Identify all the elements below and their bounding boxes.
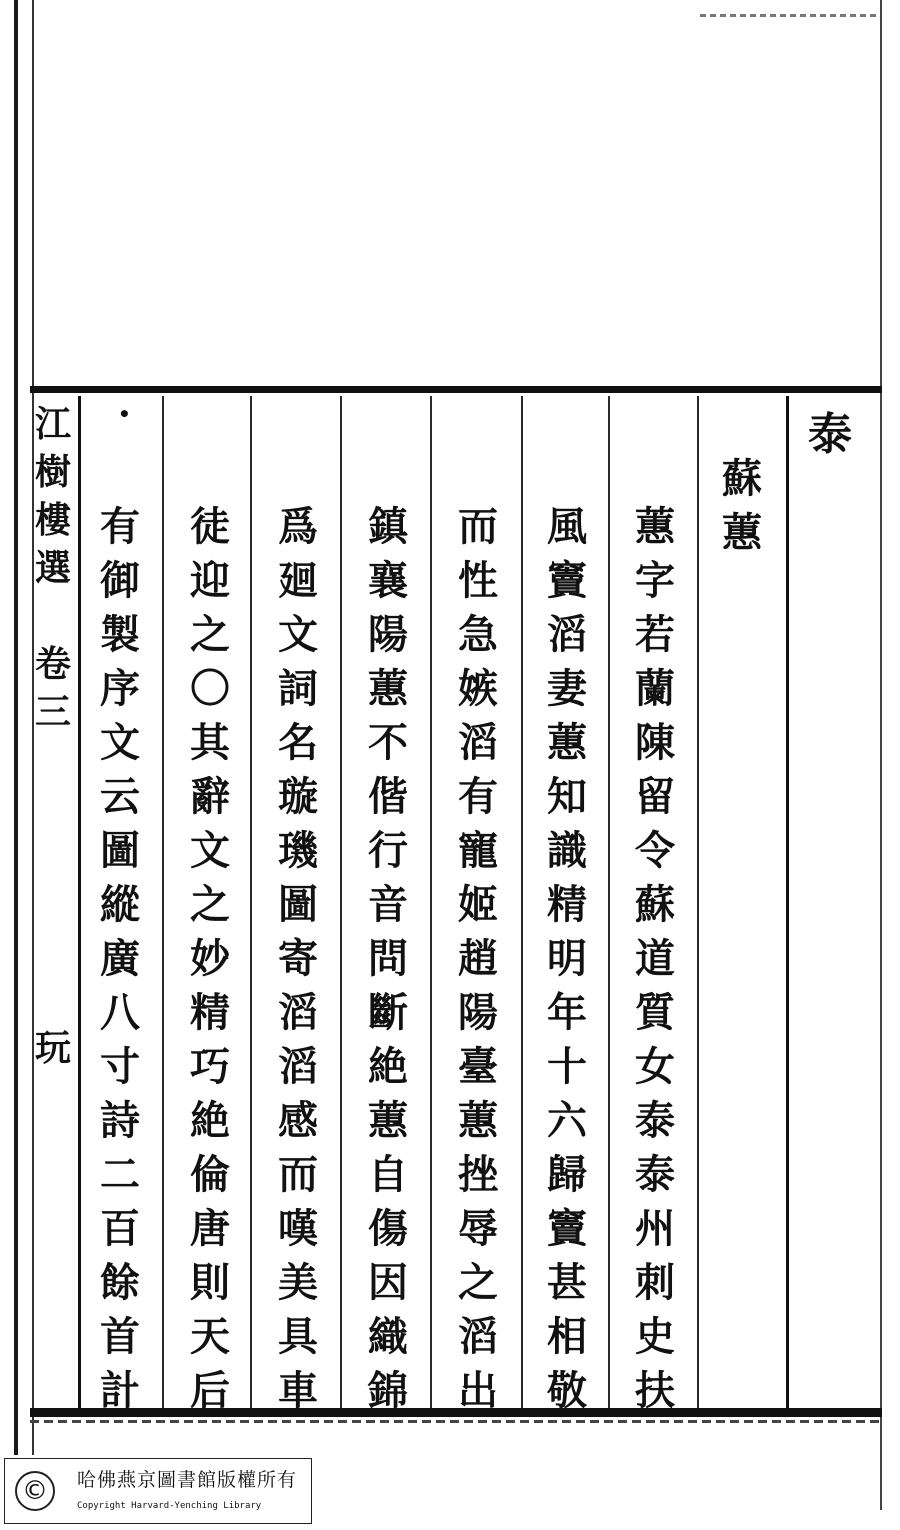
text-char: 敬	[547, 1367, 587, 1414]
text-char: 詩	[100, 1097, 140, 1144]
text-char: 明	[547, 935, 587, 982]
text-char: 寸	[100, 1043, 140, 1090]
text-char: 有	[100, 503, 140, 550]
text-char: 錦	[368, 1367, 408, 1414]
text-char: 文	[278, 611, 318, 658]
text-char: 詞	[278, 665, 318, 712]
text-char: 急	[458, 611, 498, 658]
text-char: 知	[547, 773, 587, 820]
text-char: 名	[278, 719, 318, 766]
text-char: 而	[278, 1151, 318, 1198]
text-char: 扶	[635, 1367, 675, 1414]
column-rule	[250, 396, 252, 1408]
text-char: 製	[100, 611, 140, 658]
column-rule	[521, 396, 523, 1408]
text-char: 后	[190, 1367, 230, 1414]
text-char: 巧	[190, 1043, 230, 1090]
text-char: 襄	[368, 557, 408, 604]
text-char: 蕙	[368, 665, 408, 712]
text-char: 廻	[278, 557, 318, 604]
text-char: 鎮	[368, 503, 408, 550]
text-char: 甚	[547, 1259, 587, 1306]
text-char: 寄	[278, 935, 318, 982]
text-char: 之	[190, 881, 230, 928]
text-char: 車	[278, 1367, 318, 1414]
text-char: 寵	[458, 827, 498, 874]
text-char: 〇	[190, 665, 230, 712]
text-char: 蘇	[722, 455, 762, 502]
text-char: 陽	[368, 611, 408, 658]
text-column	[712, 452, 772, 560]
text-char: 歸	[547, 1151, 587, 1198]
text-char: 若	[635, 611, 675, 658]
text-column	[448, 500, 508, 1418]
spine-char: 樓	[34, 499, 71, 541]
text-char: 餘	[100, 1259, 140, 1306]
text-char: 文	[100, 719, 140, 766]
column-rule	[786, 396, 789, 1408]
column-rule	[340, 396, 342, 1408]
text-char: 偕	[368, 773, 408, 820]
text-char: 質	[635, 989, 675, 1036]
text-char: 出	[458, 1367, 498, 1414]
text-char: 爲	[278, 503, 318, 550]
text-char: 滔	[547, 611, 587, 658]
text-char: 精	[547, 881, 587, 928]
text-char: 天	[190, 1313, 230, 1360]
text-char: 竇	[547, 557, 587, 604]
column-rule	[430, 396, 432, 1408]
text-char: 刺	[635, 1259, 675, 1306]
text-char: 性	[458, 557, 498, 604]
text-char: 璣	[278, 827, 318, 874]
text-char: 蘇	[635, 881, 675, 928]
text-char: 織	[368, 1313, 408, 1360]
text-char: 精	[190, 989, 230, 1036]
text-char: 云	[100, 773, 140, 820]
column-rule	[608, 396, 610, 1408]
text-char: 臺	[458, 1043, 498, 1090]
text-char: 滔	[458, 719, 498, 766]
text-char: 二	[100, 1151, 140, 1198]
text-char: 十	[547, 1043, 587, 1090]
text-char: 感	[278, 1097, 318, 1144]
text-char: 不	[368, 719, 408, 766]
text-char: 絶	[190, 1097, 230, 1144]
column-rule	[78, 396, 81, 1408]
text-char: 陳	[635, 719, 675, 766]
text-char: 竇	[547, 1205, 587, 1252]
text-column	[625, 500, 685, 1418]
spine-char: 選	[34, 547, 71, 589]
spine-char	[35, 784, 71, 832]
text-char: 滔	[278, 989, 318, 1036]
spine-char	[35, 592, 71, 640]
text-char: 百	[100, 1205, 140, 1252]
text-char: 自	[368, 1151, 408, 1198]
spine-char: 江	[34, 403, 71, 445]
spine-char: 卷	[34, 643, 71, 685]
text-char: 八	[100, 989, 140, 1036]
text-char: 首	[100, 1313, 140, 1360]
margin-title: 泰	[808, 409, 852, 460]
text-char: 蕙	[635, 503, 675, 550]
text-column	[358, 500, 418, 1418]
text-column	[90, 500, 150, 1418]
column-dot: •	[118, 402, 131, 426]
text-char: 六	[547, 1097, 587, 1144]
text-char: 字	[635, 557, 675, 604]
text-char: 美	[278, 1259, 318, 1306]
spine-char	[35, 880, 71, 928]
text-char: 廣	[100, 935, 140, 982]
text-char: 相	[547, 1313, 587, 1360]
text-char: 縱	[100, 881, 140, 928]
text-char: 文	[190, 827, 230, 874]
text-column	[268, 500, 328, 1418]
text-char: 唐	[190, 1205, 230, 1252]
text-char: 滔	[278, 1043, 318, 1090]
text-char: 具	[278, 1313, 318, 1360]
text-char: 陽	[458, 989, 498, 1036]
text-char: 女	[635, 1043, 675, 1090]
text-char: 因	[368, 1259, 408, 1306]
text-char: 絶	[368, 1043, 408, 1090]
text-char: 之	[458, 1259, 498, 1306]
text-char: 州	[635, 1205, 675, 1252]
text-char: 之	[190, 611, 230, 658]
text-char: 姬	[458, 881, 498, 928]
frame-bottom-shadow	[30, 1420, 882, 1423]
text-column	[537, 500, 597, 1418]
text-char: 風	[547, 503, 587, 550]
text-char: 蕙	[368, 1097, 408, 1144]
column-rule	[697, 396, 699, 1408]
frame-top-border	[30, 386, 882, 393]
spine-char	[35, 736, 71, 784]
text-char: 識	[547, 827, 587, 874]
text-char: 音	[368, 881, 408, 928]
text-char: 年	[547, 989, 587, 1036]
text-char: 圖	[100, 827, 140, 874]
text-char: 計	[100, 1367, 140, 1414]
text-char: 道	[635, 935, 675, 982]
text-char: 斷	[368, 989, 408, 1036]
text-char: 嘆	[278, 1205, 318, 1252]
text-char: 留	[635, 773, 675, 820]
spine-label	[30, 400, 76, 1072]
text-char: 倫	[190, 1151, 230, 1198]
text-char: 辱	[458, 1205, 498, 1252]
text-char: 泰	[635, 1097, 675, 1144]
text-char: 令	[635, 827, 675, 874]
spine-char: 玩	[34, 1027, 71, 1069]
spine-char	[35, 976, 71, 1024]
column-rule	[162, 396, 164, 1408]
copyright-notice	[4, 1458, 312, 1524]
spine-char	[35, 928, 71, 976]
text-char: 其	[190, 719, 230, 766]
text-char: 問	[368, 935, 408, 982]
spine-char	[35, 832, 71, 880]
text-char: 嫉	[458, 665, 498, 712]
text-char: 妻	[547, 665, 587, 712]
text-char: 璇	[278, 773, 318, 820]
text-char: 有	[458, 773, 498, 820]
text-column	[180, 500, 240, 1418]
text-char: 御	[100, 557, 140, 604]
text-char: 妙	[190, 935, 230, 982]
page-right-edge	[880, 0, 882, 1510]
spine-char: 三	[34, 691, 71, 733]
text-char: 蕙	[547, 719, 587, 766]
text-char: 而	[458, 503, 498, 550]
text-char: 史	[635, 1313, 675, 1360]
text-char: 行	[368, 827, 408, 874]
text-char: 挫	[458, 1151, 498, 1198]
text-char: 趙	[458, 935, 498, 982]
copyright-english: Copyright Harvard-Yenching Library	[77, 1501, 262, 1511]
text-char: 圖	[278, 881, 318, 928]
text-char: 迎	[190, 557, 230, 604]
text-char: 序	[100, 665, 140, 712]
page-top-edge	[700, 14, 880, 17]
text-char: 泰	[635, 1151, 675, 1198]
text-char: 辭	[190, 773, 230, 820]
spine-char: 樹	[34, 451, 71, 493]
text-char: 則	[190, 1259, 230, 1306]
text-char: 蘭	[635, 665, 675, 712]
text-char: 滔	[458, 1313, 498, 1360]
copyright-chinese: 哈佛燕京圖書館版權所有	[77, 1469, 298, 1491]
text-char: 徒	[190, 503, 230, 550]
text-char: 蕙	[458, 1097, 498, 1144]
text-char: 傷	[368, 1205, 408, 1252]
copyright-icon: ©	[15, 1471, 55, 1511]
text-char: 蕙	[722, 509, 762, 556]
